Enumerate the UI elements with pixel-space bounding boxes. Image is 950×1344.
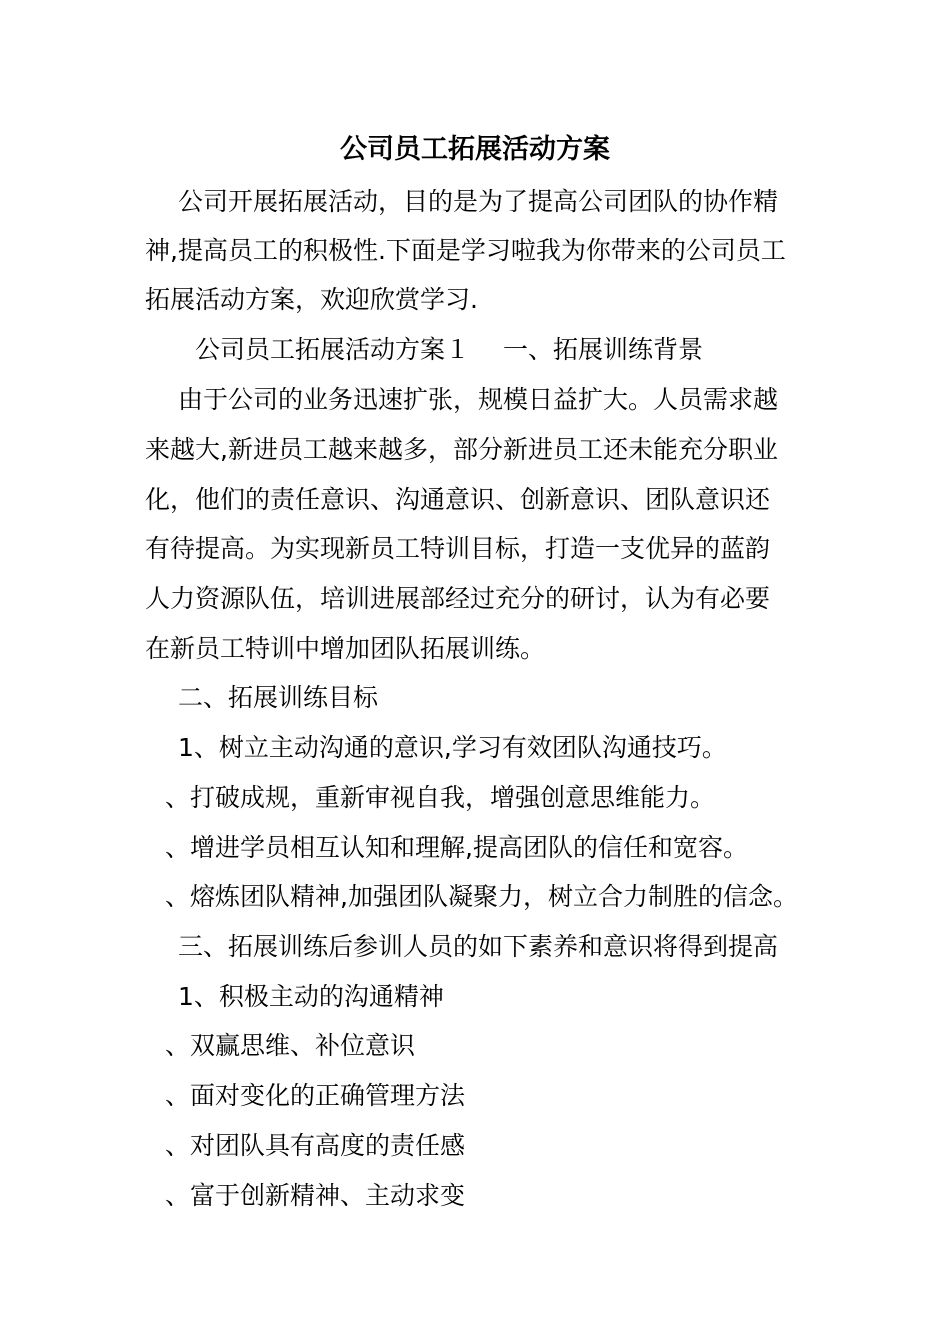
paragraph-line: 在新员工特训中增加团队拓展训练。	[145, 634, 546, 663]
list-item: 1、树立主动沟通的意识,学习有效团队沟通技巧。	[178, 733, 727, 762]
document-title: 公司员工拓展活动方案	[340, 134, 610, 165]
section-heading: 二、拓展训练目标	[178, 683, 379, 712]
list-item: 、双赢思维、补位意识	[165, 1031, 416, 1060]
list-item: 、富于创新精神、主动求变	[165, 1181, 466, 1210]
paragraph-line: 拓展活动方案，欢迎欣赏学习.	[145, 285, 478, 314]
section-heading: 公司员工拓展活动方案１ 一、拓展训练背景	[195, 335, 703, 364]
paragraph-line: 化，他们的责任意识、沟通意识、创新意识、团队意识还	[145, 485, 771, 514]
list-item: 、熔炼团队精神,加强团队凝聚力，树立合力制胜的信念。	[165, 882, 798, 911]
paragraph-line: 来越大,新进员工越来越多，部分新进员工还未能充分职业	[145, 435, 778, 464]
paragraph-line: 公司开展拓展活动，目的是为了提高公司团队的协作精	[178, 187, 779, 216]
list-item: 、面对变化的正确管理方法	[165, 1081, 466, 1110]
paragraph-line: 有待提高。为实现新员工特训目标，打造一支优异的蓝韵	[145, 534, 771, 563]
paragraph-line: 由于公司的业务迅速扩张，规模日益扩大。人员需求越	[178, 385, 779, 414]
section-heading: 三、拓展训练后参训人员的如下素养和意识将得到提高	[178, 932, 779, 961]
list-item: 1、积极主动的沟通精神	[178, 982, 444, 1011]
list-item: 、打破成规，重新审视自我，增强创意思维能力。	[165, 783, 716, 812]
paragraph-line: 人力资源队伍，培训进展部经过充分的研讨，认为有必要	[145, 584, 771, 613]
list-item: 、增进学员相互认知和理解,提高团队的信任和宽容。	[165, 833, 748, 862]
list-item: 、对团队具有高度的责任感	[165, 1131, 466, 1160]
paragraph-line: 神,提高员工的积极性.下面是学习啦我为你带来的公司员工	[145, 236, 786, 265]
